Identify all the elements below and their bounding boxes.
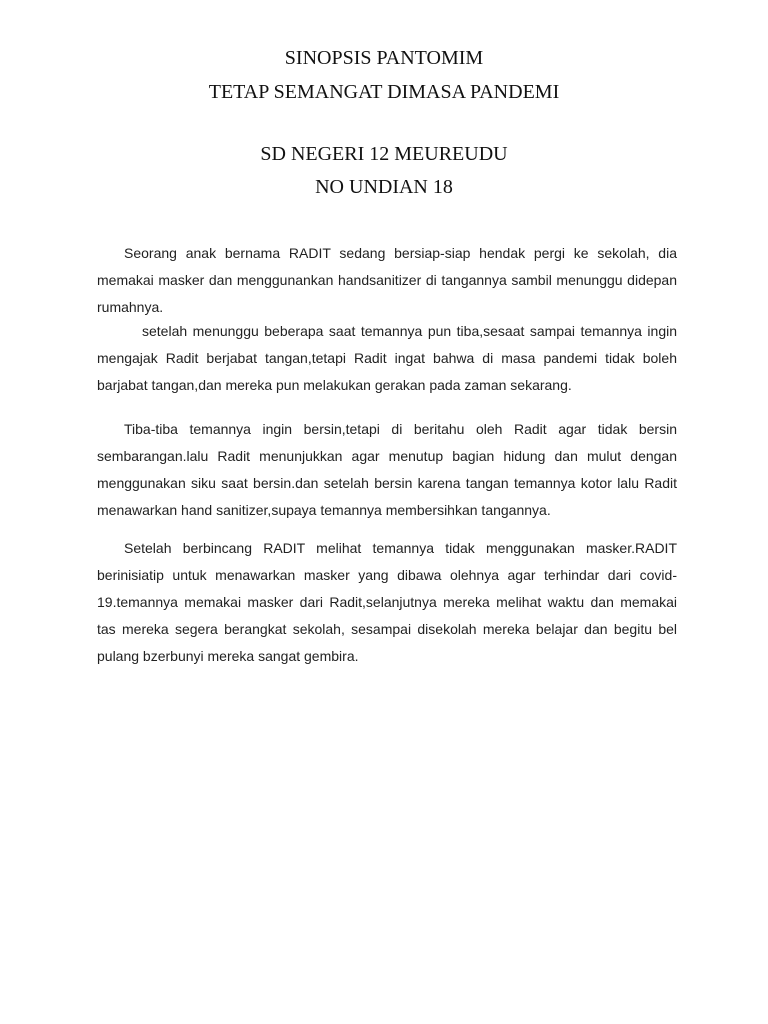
paragraph-4: Setelah berbincang RADIT melihat temannya tidak menggunakan masker.RADIT berinisiatip untuk menawarkan masker yang dibawa olehnya agar terhindar dari covid-19.temannya memakai masker dari Radit,selanjutnya mereka melihat waktu dan memakai tas mereka segera berangkat sekolah, sesampai disekolah mereka belajar dan begitu bel pulang bzerbunyi mereka sangat gembira. [97,540,677,664]
draw-number: NO UNDIAN 18 [315,176,453,198]
document-title: SINOPSIS PANTOMIM [284,47,484,69]
school-name: SD NEGERI 12 MEUREUDU [260,143,508,165]
paragraph-1: Seorang anak bernama RADIT sedang bersiap-siap hendak pergi ke sekolah, dia memakai masker dan menggunankan handsanitizer di tangannya sambil menunggu didepan rumahnya. [97,245,677,315]
paragraph-2: setelah menunggu beberapa saat temannya pun tiba,sesaat sampai temannya ingin mengajak Radit berjabat tangan,tetapi Radit ingat bahwa di masa pandemi tidak boleh barjabat tangan,dan mereka pun melakukan gerakan pada zaman sekarang. [97,323,677,393]
paragraph-3: Tiba-tiba temannya ingin bersin,tetapi di beritahu oleh Radit agar tidak bersin sembarangan.lalu Radit menunjukkan agar menutup bagian hidung dan mulut dengan menggunakan siku saat bersin.dan setelah bersin karena tangan temannya kotor lalu Radit menawarkan hand sanitizer,supaya temannya membersihkan tangannya. [97,421,677,518]
document-subtitle: TETAP SEMANGAT DIMASA PANDEMI [208,81,560,103]
